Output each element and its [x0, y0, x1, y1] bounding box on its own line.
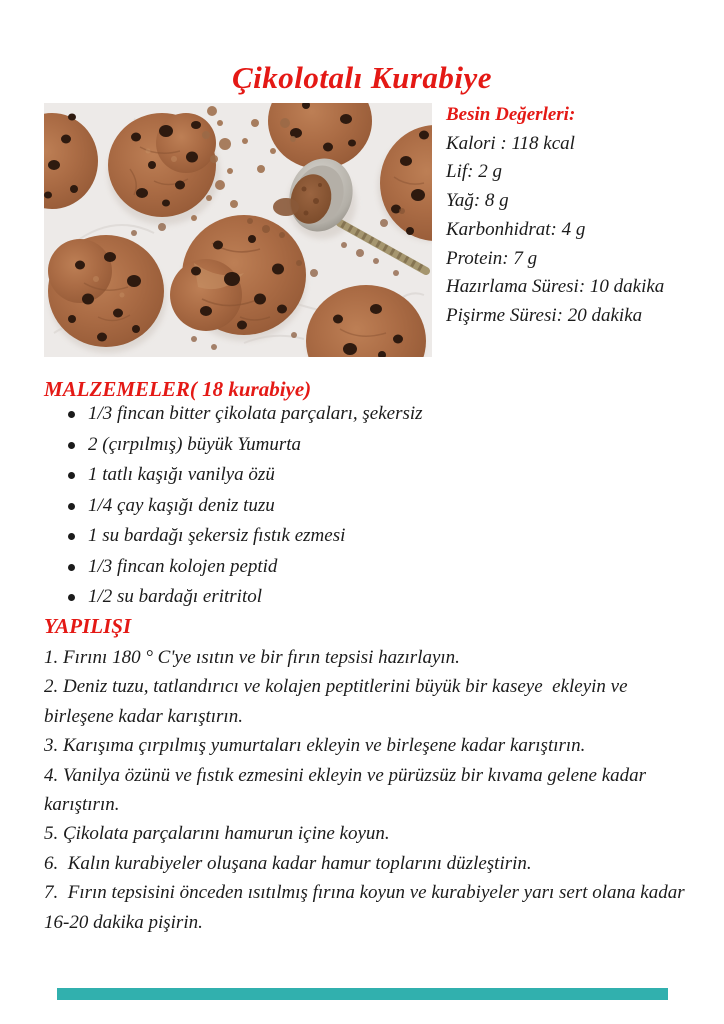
ingredients-heading: MALZEMELER( 18 kurabiye) — [44, 377, 312, 401]
cookies-photo — [44, 103, 432, 357]
nutrition-line-fiber: Lif: 2 g — [446, 161, 502, 183]
cookies-photo-illustration — [44, 103, 432, 357]
ingredients-list — [44, 399, 474, 613]
ingredient-item: 1/3 fincan bitter çikolata parçaları, şekersiz — [44, 399, 474, 430]
direction-step: 3. Karışıma çırpılmış yumurtaları ekleyin ve birleşene kadar karıştırın. — [44, 735, 586, 757]
bullet-icon — [68, 533, 75, 540]
ingredient-item: 2 (çırpılmış) büyük Yumurta — [44, 430, 474, 461]
ingredient-item: 1 tatlı kaşığı vanilya özü — [44, 460, 474, 491]
direction-step: 6. Kalın kurabiyeler oluşana kadar hamur toplarını düzleştirin. — [44, 852, 532, 874]
direction-step: 1. Fırını 180 ° C'ye ısıtın ve bir fırın tepsisi hazırlayın. — [44, 647, 460, 668]
cocoa-spill — [273, 198, 299, 216]
nutrition-line-protein: Protein: 7 g — [446, 247, 538, 269]
ingredient-item: 1/2 su bardağı eritritol — [44, 582, 474, 613]
nutrition-line-carbs: Karbonhidrat: 4 g — [446, 218, 586, 240]
nutrition-heading: Besin Değerleri: — [446, 104, 576, 125]
cookie-mid-left — [48, 235, 164, 347]
cookie-top-center — [108, 113, 216, 217]
direction-step: 4. Vanilya özünü ve fıstık ezmesini ekleyin ve pürüzsüz bir kıvama gelene kadar karıştırın. — [44, 764, 651, 816]
ingredient-item: 1/4 çay kaşığı deniz tuzu — [44, 491, 474, 522]
nutrition-line-prep-time: Hazırlama Süresi: 10 dakika — [446, 276, 665, 298]
bullet-icon — [68, 472, 75, 479]
nutrition-line-calories: Kalori : 118 kcal — [446, 132, 575, 154]
nutrition-panel — [446, 101, 716, 331]
directions-steps — [44, 643, 694, 937]
direction-step: 2. Deniz tuzu, tatlandırıcı ve kolajen peptitlerini büyük bir kaseye ekleyin ve birleşene kadar karıştırın. — [44, 676, 633, 727]
footer-divider-bar — [57, 988, 668, 1000]
bullet-icon — [68, 594, 75, 601]
direction-step: 7. Fırın tepsisini önceden ısıtılmış fırına koyun ve kurabiyeler yarı sert olana kadar 16-20 dakika pişirin. — [44, 882, 690, 933]
bullet-icon — [68, 442, 75, 449]
bullet-icon — [68, 411, 75, 418]
direction-step: 5. Çikolata parçalarını hamurun içine koyun. — [44, 823, 390, 845]
nutrition-line-cook-time: Pişirme Süresi: 20 dakika — [446, 304, 643, 326]
directions-heading: YAPILIŞI — [44, 614, 132, 638]
bullet-icon — [68, 564, 75, 571]
ingredient-item: 1/3 fincan kolojen peptid — [44, 552, 474, 583]
nutrition-line-fat: Yağ: 8 g — [446, 190, 509, 212]
page-title: Çikolotalı Kurabiye — [231, 59, 493, 95]
ingredient-item: 1 su bardağı şekersiz fıstık ezmesi — [44, 521, 474, 552]
bullet-icon — [68, 503, 75, 510]
